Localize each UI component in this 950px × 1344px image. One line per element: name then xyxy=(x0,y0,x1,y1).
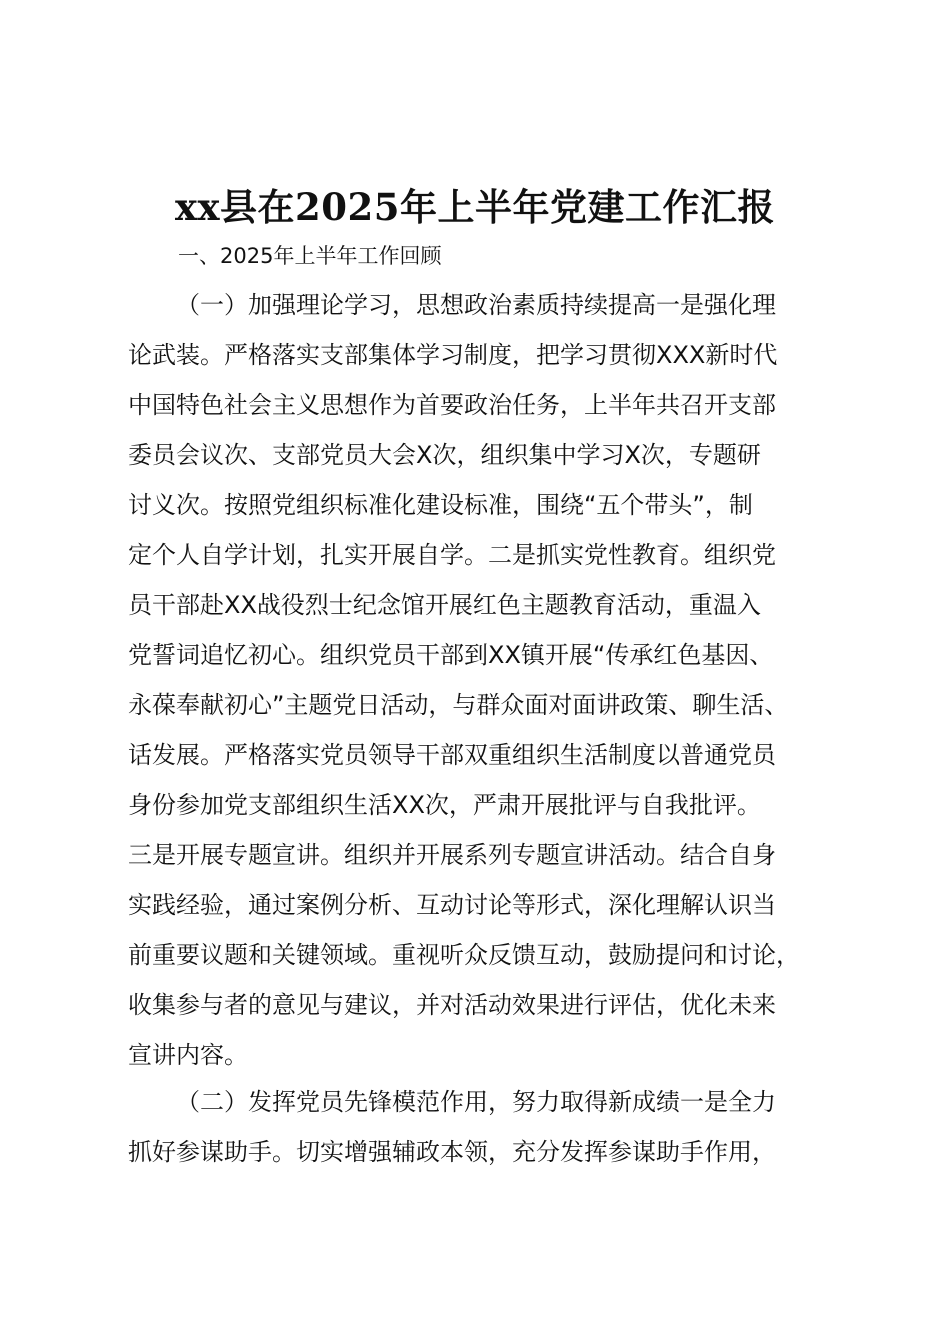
paragraph-line: （一）加强理论学习，思想政治素质持续提高一是强化理 xyxy=(176,291,776,319)
document-title: xx县在2025年上半年党建工作汇报 xyxy=(174,185,776,229)
paragraph-line: 员干部赴XX战役烈士纪念馆开展红色主题教育活动，重温入 xyxy=(128,591,761,619)
paragraph-line: 身份参加党支部组织生活XX次，严肃开展批评与自我批评。 xyxy=(128,791,761,819)
paragraph-line: 讨义次。按照党组织标准化建设标准，围绕“五个带头”，制 xyxy=(128,491,753,519)
paragraph-line: 实践经验，通过案例分析、互动讨论等形式，深化理解认识当 xyxy=(128,891,776,919)
paragraph-1 xyxy=(128,280,858,1080)
paragraph-2 xyxy=(128,1077,858,1177)
paragraph-line: 党誓词追忆初心。组织党员干部到XX镇开展“传承红色基因、 xyxy=(128,641,774,669)
section-heading: 一、2025年上半年工作回顾 xyxy=(178,244,442,268)
paragraph-line: 收集参与者的意见与建议，并对活动效果进行评估，优化未来 xyxy=(128,991,776,1019)
paragraph-line: 话发展。严格落实党员领导干部双重组织生活制度以普通党员 xyxy=(128,741,776,769)
paragraph-line: 论武装。严格落实支部集体学习制度，把学习贯彻XXX新时代 xyxy=(128,341,778,369)
paragraph-line: 抓好参谋助手。切实增强辅政本领，充分发挥参谋助手作用， xyxy=(128,1138,776,1166)
paragraph-line: 定个人自学计划，扎实开展自学。二是抓实党性教育。组织党 xyxy=(128,541,776,569)
paragraph-line: 三是开展专题宣讲。组织并开展系列专题宣讲活动。结合自身 xyxy=(128,841,776,869)
paragraph-line: （二）发挥党员先锋模范作用，努力取得新成绩一是全力 xyxy=(176,1088,776,1116)
paragraph-line: 中国特色社会主义思想作为首要政治任务，上半年共召开支部 xyxy=(128,391,776,419)
paragraph-line: 永葆奉献初心”主题党日活动，与群众面对面讲政策、聊生活、 xyxy=(128,691,789,719)
paragraph-line: 委员会议次、支部党员大会X次，组织集中学习X次，专题研 xyxy=(128,441,761,469)
paragraph-line: 前重要议题和关键领域。重视听众反馈互动，鼓励提问和讨论， xyxy=(128,941,800,969)
paragraph-line: 宣讲内容。 xyxy=(128,1041,248,1069)
